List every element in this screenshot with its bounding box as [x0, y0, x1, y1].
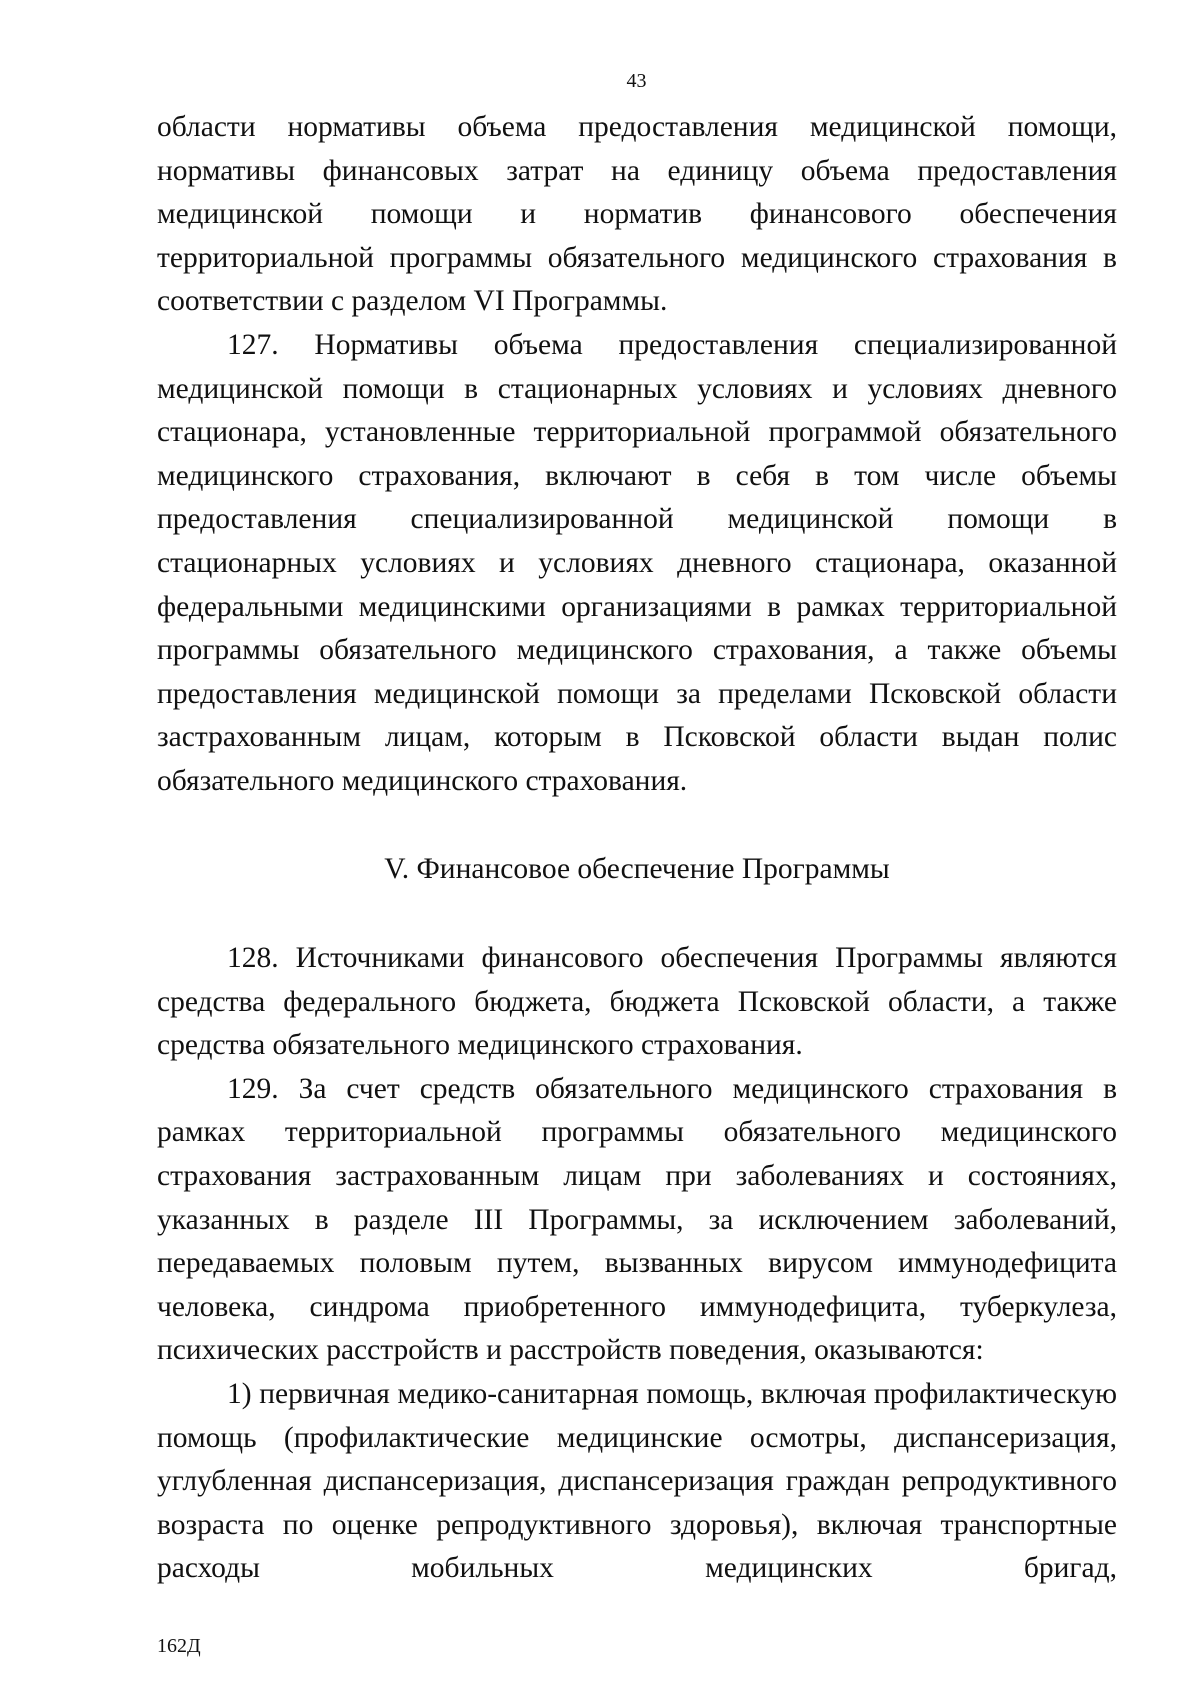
footer-document-code: 162Д — [157, 1635, 201, 1657]
list-item-1: 1) первичная медико-санитарная помощь, включая профилактическую помощь (профилактические медицинские осмотры, диспансеризация, углубленная диспансеризация, диспансеризация граждан репродуктивного возраста по оценке репродуктивного здоровья), включая транспортные расходы мобильных медицинских бригад, — [157, 1377, 1117, 1585]
paragraph-127: 127. Нормативы объема предоставления специализированной медицинской помощи в стационарных условиях и условиях дневного стационара, установленные территориальной программой обязательного медицинского страхования, включают в себя в том числе объемы предоставления специализированной медицинской помощи в стационарных условиях и условиях дневного стационара, оказанной федеральными медицинскими организациями в рамках территориальной программы обязательного медицинского страхования, а также объемы предоставления медицинской помощи за пределами Псковской области застрахованным лицам, которым в Псковской области выдан полис обязательного медицинского страхования. — [157, 328, 1117, 797]
section-heading: V. Финансовое обеспечение Программы — [384, 853, 890, 885]
document-body-top — [157, 106, 1117, 804]
page-number: 43 — [626, 70, 647, 92]
paragraph-128: 128. Источниками финансового обеспечения Программы являются средства федерального бюджета, бюджета Псковской области, а также средства обязательного медицинского страхования. — [157, 942, 1117, 1062]
paragraph-129: 129. За счет средств обязательного медицинского страхования в рамках территориальной программы обязательного медицинского страхования застрахованным лицам при заболеваниях и состояниях, указанных в разделе III Программы, за исключением заболеваний, передаваемых половым путем, вызванных вирусом иммунодефицита человека, синдрома приобретенного иммунодефицита, туберкулеза, психических расстройств и расстройств поведения, оказываются: — [157, 1072, 1117, 1367]
paragraph-continuation: области нормативы объема предоставления медицинской помощи, нормативы финансовых затрат на единицу объема предоставления медицинской помощи и норматив финансового обеспечения территориальной программы обязательного медицинского страхования в соответствии с разделом VI Программы. — [157, 111, 1117, 318]
document-body-bottom — [157, 937, 1117, 1591]
